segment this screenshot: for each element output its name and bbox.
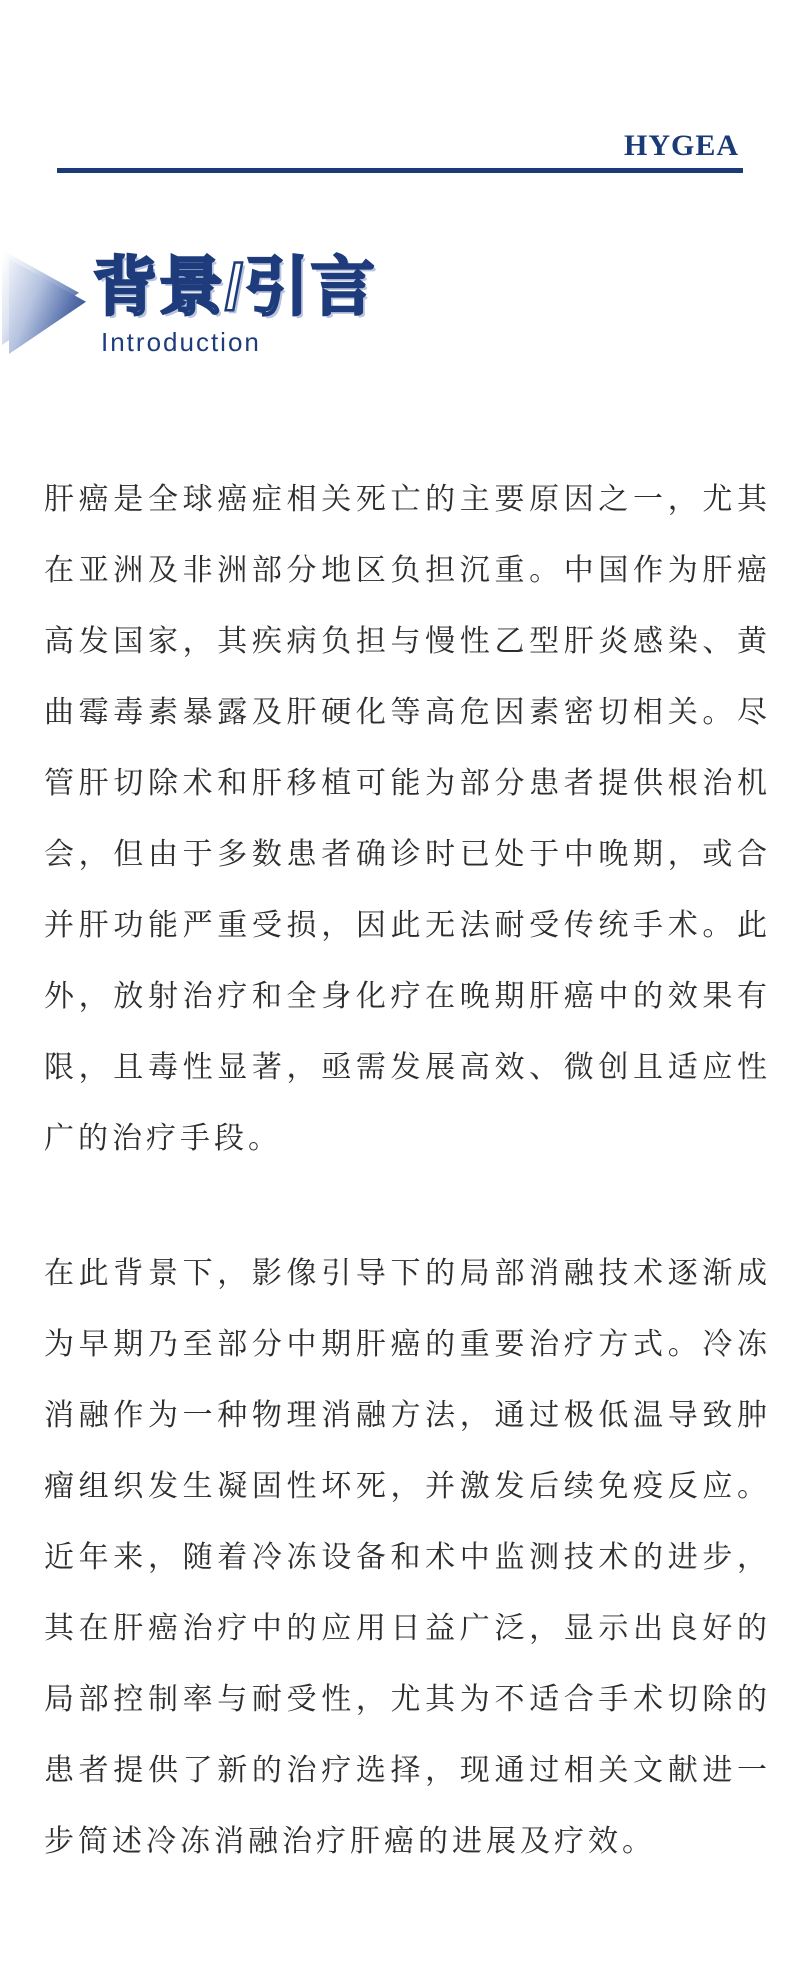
paragraph-intro-2: 在此背景下，影像引导下的局部消融技术逐渐成为早期乃至部分中期肝癌的重要治疗方式。冷冻消融作为一种物理消融方法，通过极低温导致肿瘤组织发生凝固性坏死，并激发后续免疫反应。近年来，随着冷冻设备和术中监测技术的进步，其在肝癌治疗中的应用日益广泛，显示出良好的局部控制率与耐受性，尤其为不适合手术切除的患者提供了新的治疗选择，现通过相关文献进一步简述冷冻消融治疗肝癌的进展及疗效。 [44, 1257, 771, 1858]
paragraph-intro-1: 肝癌是全球癌症相关死亡的主要原因之一，尤其在亚洲及非洲部分地区负担沉重。中国作为肝癌高发国家，其疾病负担与慢性乙型肝炎感染、黄曲霉毒素暴露及肝硬化等高危因素密切相关。尽管肝切除术和肝移植可能为部分患者提供根治机会，但由于多数患者确诊时已处于中晚期，或合并肝功能严重受损，因此无法耐受传统手术。此外，放射治疗和全身化疗在晚期肝癌中的效果有限，且毒性显著，亟需发展高效、微创且适应性广的治疗手段。 [44, 483, 771, 1155]
section-arrow-icon [0, 248, 96, 356]
article-body [44, 464, 771, 1877]
section-titles [93, 252, 377, 356]
section-subtitle: Introduction [101, 327, 261, 357]
section-title: 背景/引言 [93, 251, 377, 323]
arrow-front-triangle [9, 259, 86, 354]
brand-logo: HYGEA [623, 129, 739, 162]
header-divider [57, 168, 743, 173]
